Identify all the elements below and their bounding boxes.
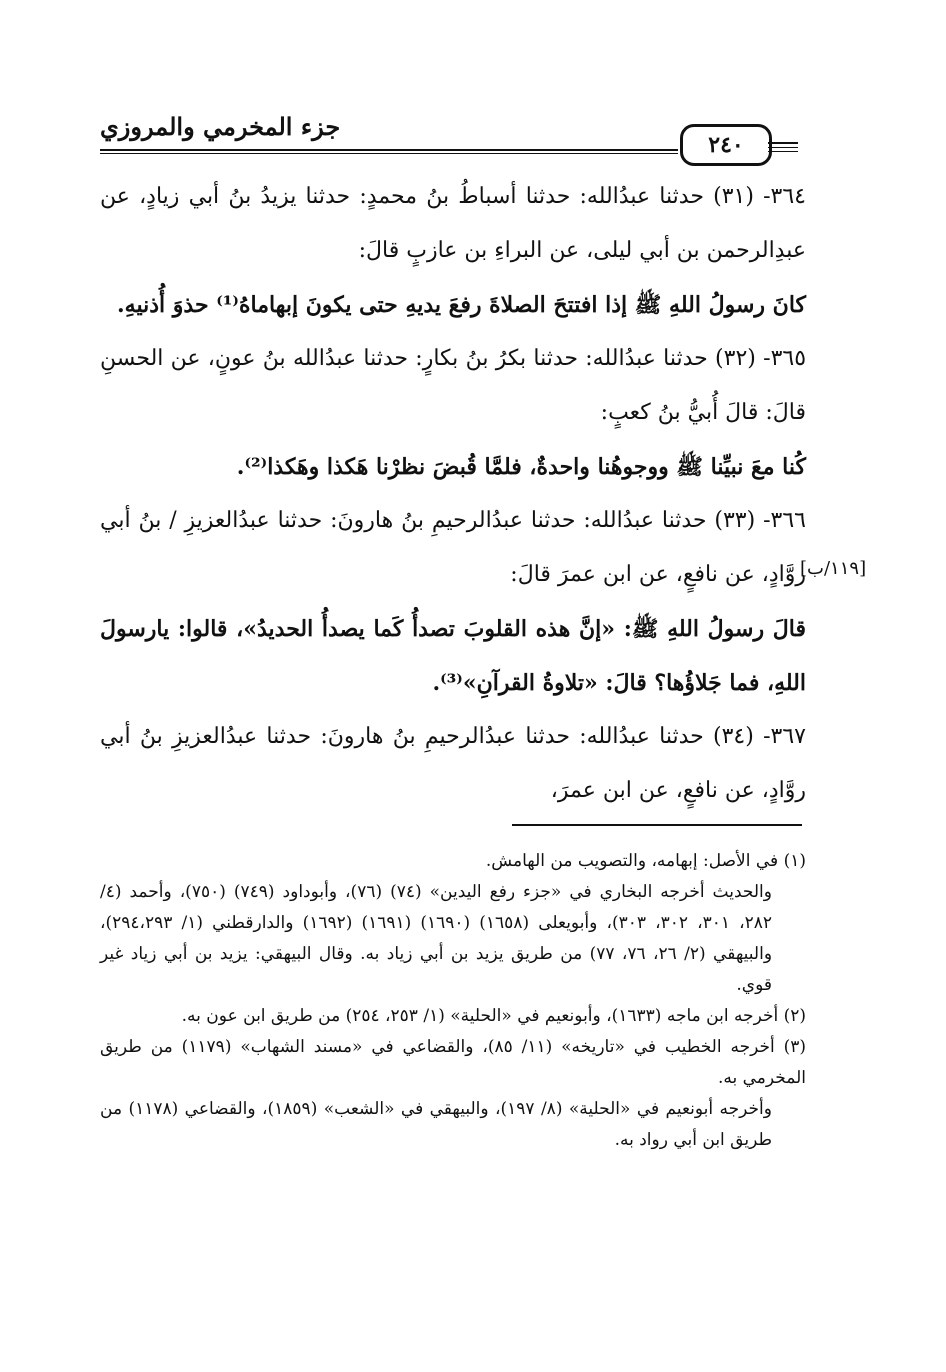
page-number: ٢٤٠ — [680, 124, 772, 166]
running-header-title: جزء المخرمي والمروزي — [100, 112, 341, 141]
footnote-3-continuation: وأخرجه أبونعيم في «الحلية» (٨/ ١٩٧)، والبيهقي في «الشعب» (١٨٥٩)، والقضاعي (١١٧٨) من طريق ابن أبي رواد به. — [100, 1099, 772, 1150]
paragraph-365-matn: كُنا معَ نبيِّنا ﷺ ووجوهُنا واحدةٌ، فلمَّا قُبضَ نظرْنا هَكذا وهَكذا⁽²⁾. — [236, 454, 806, 480]
paragraph-365-isnad: ٣٦٥- (٣٢) حدثنا عبدُالله: حدثنا بكرُ بنُ بكارٍ: حدثنا عبدُالله بنُ عونٍ، عن الحسنِ قالَ: قالَ أُبيُّ بنُ كعبٍ: — [100, 346, 807, 425]
paragraph-366-isnad: ٣٦٦- (٣٣) حدثنا عبدُالله: حدثنا عبدُالرحيمِ بنُ هارونَ: حدثنا عبدُالعزيزِ / بنُ أبي روَّادٍ، عن نافعٍ، عن ابن عمرَ قالَ: — [100, 508, 806, 587]
header-rule — [100, 149, 678, 151]
paragraph-367-isnad: ٣٦٧- (٣٤) حدثنا عبدُالله: حدثنا عبدُالرحيمِ بنُ هارونَ: حدثنا عبدُالعزيزِ بنُ أبي روَّادٍ، عن نافعٍ، عن ابن عمرَ، — [100, 724, 806, 803]
header-rule-right — [768, 142, 798, 144]
footnote-1: (١) في الأصل: إبهامه، والتصويب من الهامش. — [485, 851, 806, 871]
paragraph-364-matn: كانَ رسولُ اللهِ ﷺ إذا افتتحَ الصلاةَ رفعَ يديهِ حتى يكونَ إبهاماهُ⁽¹⁾ حذوَ أُذنيهِ. — [116, 292, 806, 318]
header-rule-thin — [100, 153, 678, 154]
footnote-3: (٣) أخرجه الخطيب في «تاريخه» (١١/ ٨٥)، والقضاعي في «مسند الشهاب» (١١٧٩) من طريق المخرمي به. — [100, 1037, 807, 1088]
footnote-separator — [512, 824, 802, 826]
footnotes — [100, 846, 806, 1156]
manuscript-folio-marker: [١١٩/ب] — [800, 558, 867, 579]
footnote-1-continuation: والحديث أخرجه البخاري في «جزء رفع اليدين» (٧٤) (٧٦)، وأبوداود (٧٤٩) (٧٥٠)، وأحمد (٤/ ٢٨٢، ٣٠١، ٣٠٢، ٣٠٣)، وأبويعلى (١٦٥٨) (١٦٩٠) (١٦٩١) (١٦٩٢) والدارقطني (١/ ٢٩٤،٢٩٣)، والبيهقي (٢/ ٢٦، ٧٦، ٧٧) من طريق يزيد بن أبي زياد به. وقال البيهقي: يزيد بن أبي زياد غير قوي. — [100, 882, 773, 995]
header-rule-right-2 — [768, 147, 798, 148]
footnote-2: (٢) أخرجه ابن ماجه (١٦٣٣)، وأبونعيم في «الحلية» (١/ ٢٥٣، ٢٥٤) من طريق ابن عون به. — [181, 1006, 806, 1026]
paragraph-364-isnad: ٣٦٤- (٣١) حدثنا عبدُالله: حدثنا أسباطُ بنُ محمدٍ: حدثنا يزيدُ بنُ أبي زيادٍ، عن عبدِالرحمن بن أبي ليلى، عن البراءِ بن عازبٍ قالَ: — [100, 184, 806, 263]
paragraph-366-matn: قالَ رسولُ اللهِ ﷺ: «إنَّ هذه القلوبَ تصدأُ كَما يصدأُ الحديدُ»، قالوا: يارسولَ اللهِ، فما جَلاؤُها؟ قالَ: «تلاوةُ القرآنِ»⁽³⁾. — [100, 616, 806, 696]
header-rule-right-3 — [768, 151, 798, 152]
main-text — [100, 170, 806, 818]
